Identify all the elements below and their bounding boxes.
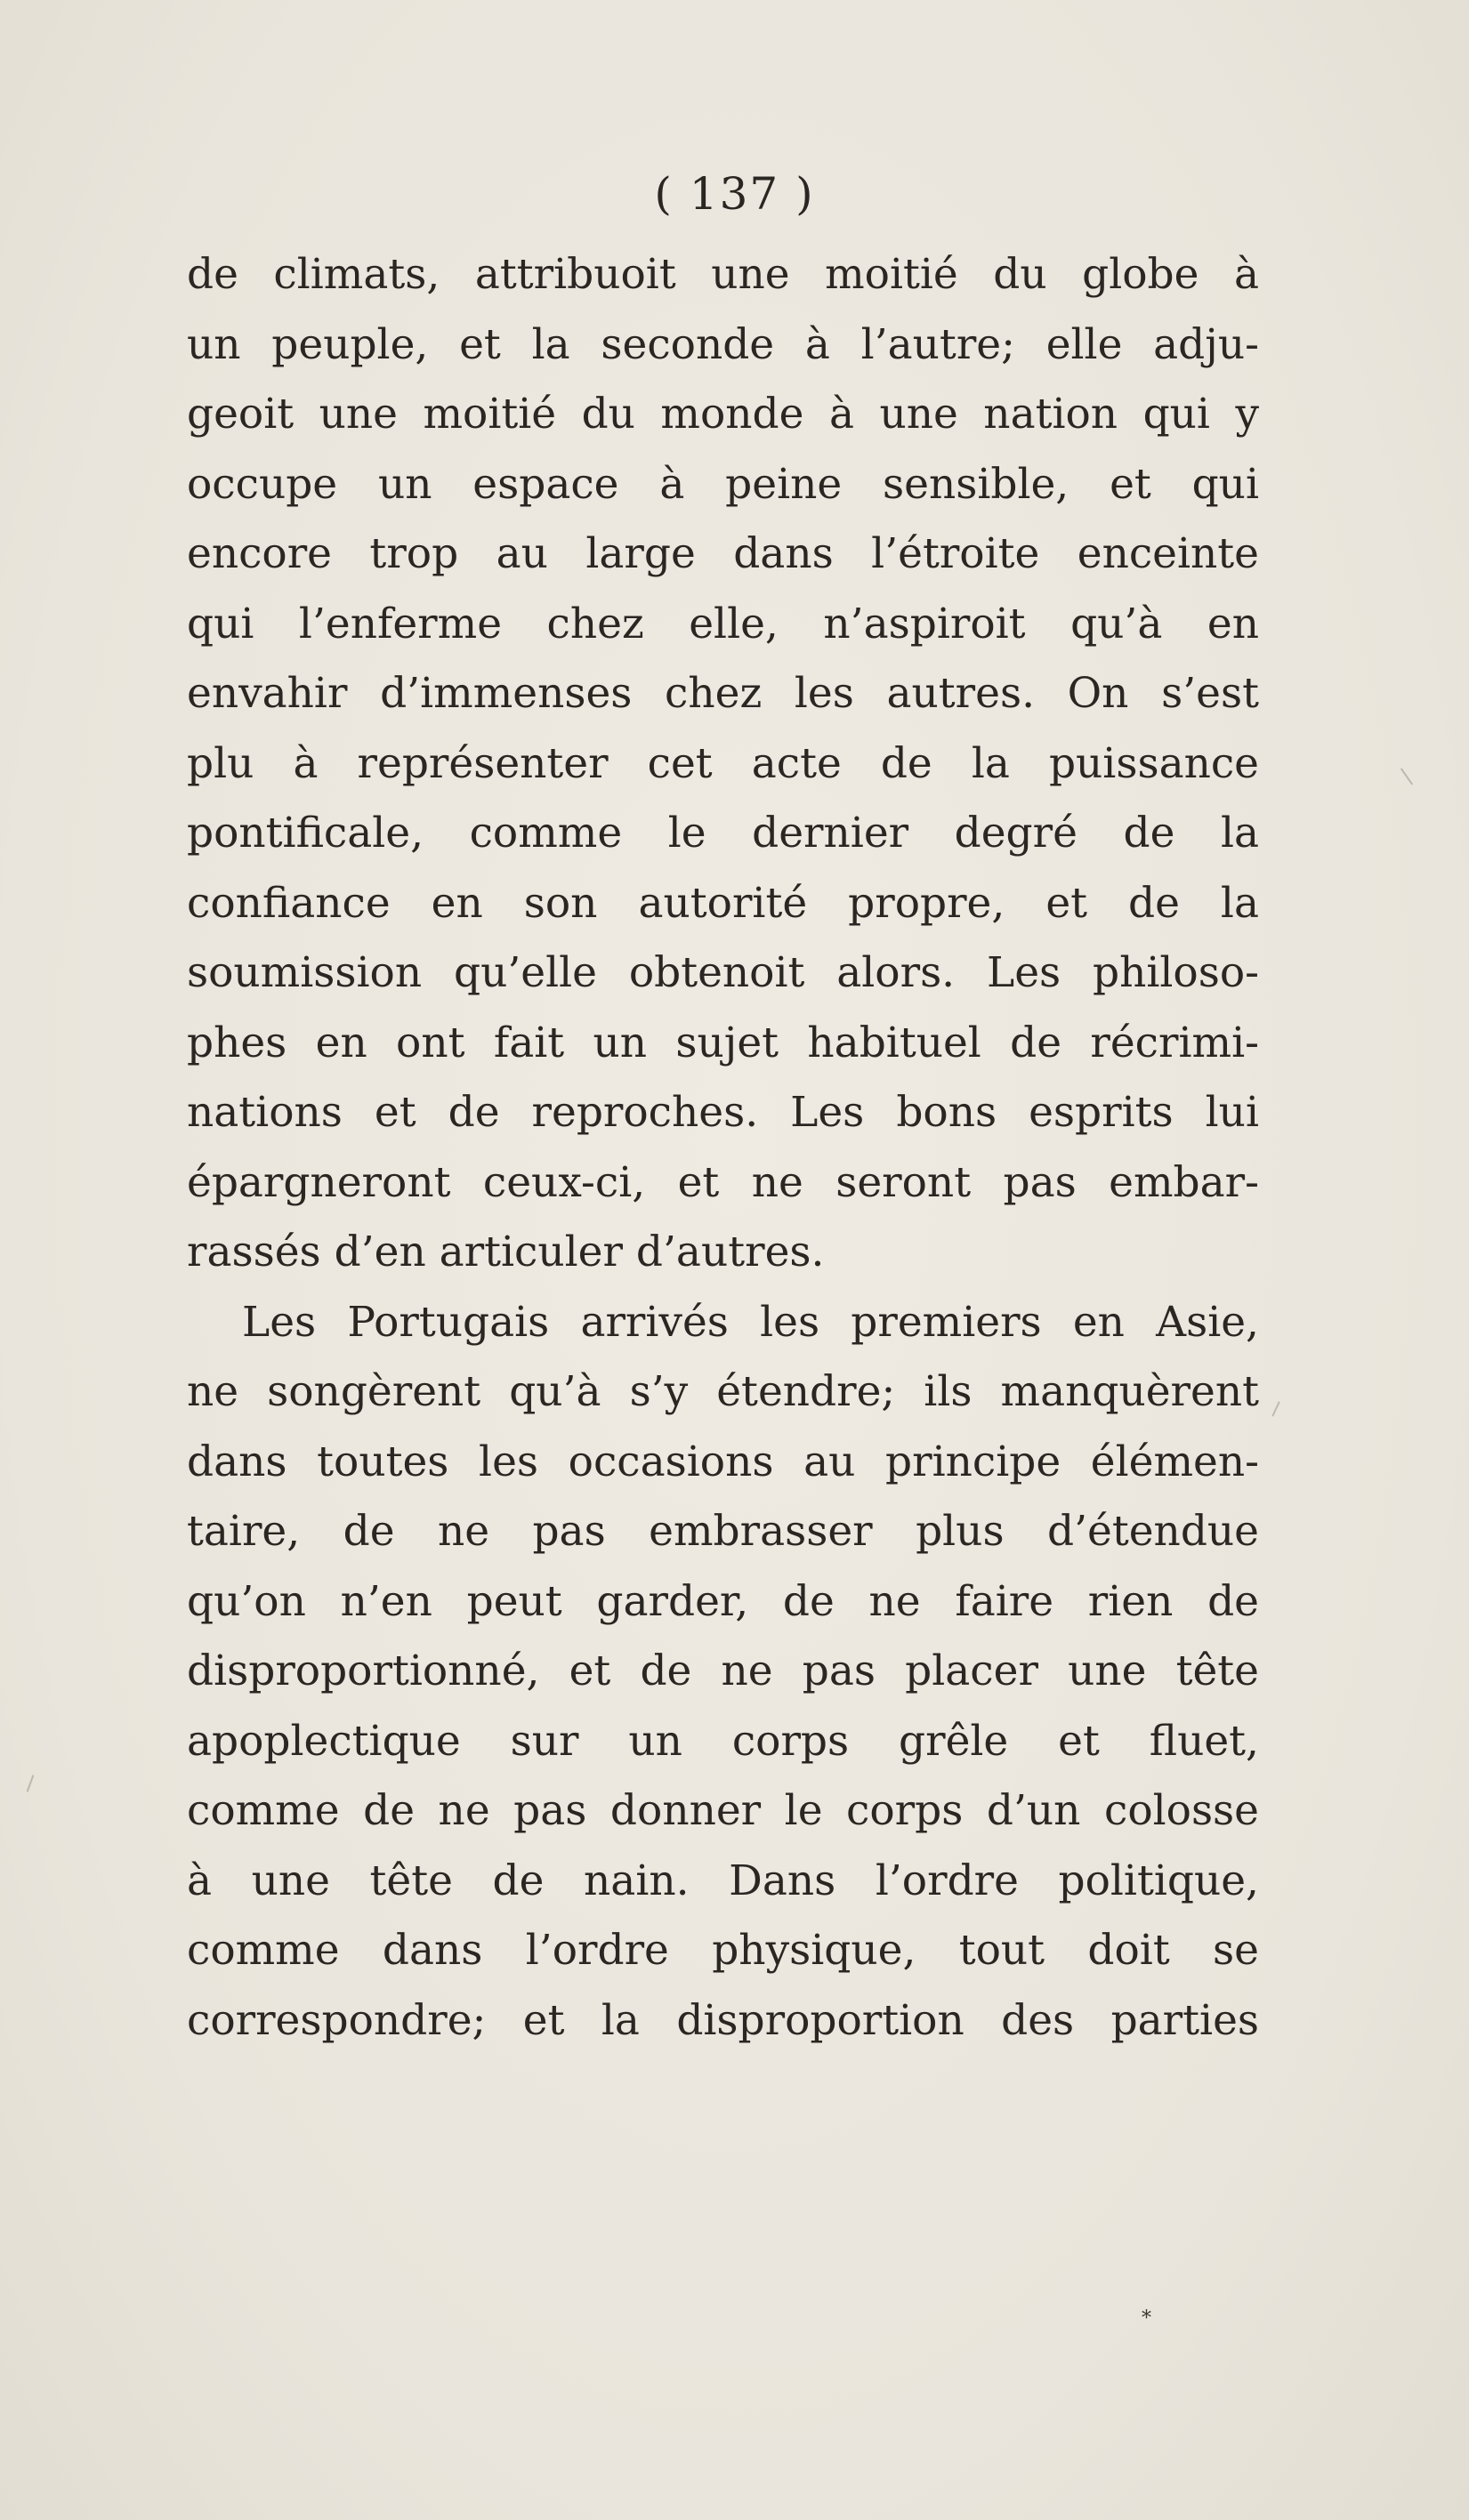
text-line: ne songèrent qu’à s’y étendre; ils manquèrent [187, 1367, 1259, 1416]
text-line: comme de ne pas donner le corps d’un colosse [187, 1786, 1259, 1835]
page-number: ( 137 ) [654, 168, 815, 220]
text-line: envahir d’immenses chez les autres. On s’est [187, 669, 1259, 718]
text-line: correspondre; et la disproportion des parties [187, 1995, 1259, 2045]
text-line: qu’on n’en peut garder, de ne faire rien de [187, 1576, 1259, 1626]
text-line: confiance en son autorité propre, et de la [187, 878, 1259, 928]
text-line: soumission qu’elle obtenoit alors. Les philoso- [187, 948, 1259, 997]
text-line: phes en ont fait un sujet habituel de récrimi- [187, 1018, 1259, 1067]
text-line: épargneront ceux-ci, et ne seront pas embar- [187, 1157, 1259, 1207]
text-line: dans toutes les occasions au principe élémen- [187, 1437, 1259, 1486]
paper-speck [1400, 768, 1413, 785]
text-line: occupe un espace à peine sensible, et qui [187, 459, 1259, 509]
text-line: nations et de reproches. Les bons esprits lui [187, 1088, 1259, 1137]
paragraph-start-line: Les Portugais arrivés les premiers en Asie, [242, 1297, 1259, 1347]
text-line: à une tête de nain. Dans l’ordre politique, [187, 1856, 1259, 1905]
text-line: comme dans l’ordre physique, tout doit se [187, 1926, 1259, 1975]
text-line: encore trop au large dans l’étroite enceinte [187, 529, 1259, 578]
text-line: de climats, attribuoit une moitié du globe à [187, 250, 1259, 299]
text-line: qui l’enferme chez elle, n’aspiroit qu’à en [187, 599, 1259, 648]
text-line: taire, de ne pas embrasser plus d’étendue [187, 1507, 1259, 1556]
signature-mark: * [1142, 2307, 1151, 2330]
text-line: rassés d’en articuler d’autres. [187, 1228, 825, 1276]
text-line: apoplectique sur un corps grêle et fluet, [187, 1716, 1259, 1766]
body-text [187, 240, 1259, 2056]
paper-speck [1271, 1401, 1279, 1416]
paper-speck [27, 1775, 35, 1791]
text-line: geoit une moitié du monde à une nation qui y [187, 390, 1259, 439]
text-line: plu à représenter cet acte de la puissance [187, 738, 1259, 788]
text-line: pontificale, comme le dernier degré de la [187, 809, 1259, 857]
text-line: un peuple, et la seconde à l’autre; elle adju- [187, 319, 1259, 369]
text-line: disproportionné, et de ne pas placer une tête [187, 1646, 1259, 1695]
